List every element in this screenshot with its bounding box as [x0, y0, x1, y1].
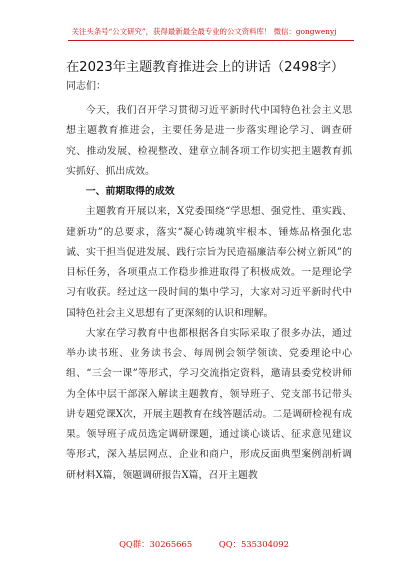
section-heading: 一、前期取得的成效	[85, 186, 175, 197]
document-title: 在2023年主题教育推进会上的讲话（2498字）	[66, 60, 345, 75]
document-body	[66, 101, 352, 486]
footer-qq: QQ：535304092	[218, 539, 289, 549]
header-divider	[68, 40, 354, 41]
salutation: 同志们：	[66, 81, 106, 92]
body-paragraph-1: 主题教育开展以来，X党委围绕“学思想、强党性、重实践、建新功”的总要求，落实“凝心铸魂筑牢根本、锤炼品格强化忠诚、实干担当促进发展、践行宗旨为民造福廉洁奉公树立新风”的目标任务，各项重点工作稳步推进取得了积极成效。一是理论学习有收获。经过这一段时间的集中学习，大家对习近平新时代中国特色社会主义思想有了更深刻的认识和理解。	[66, 206, 352, 319]
intro-paragraph: 今天，我们召开学习贯彻习近平新时代中国特色社会主义思想主题教育推进会，主要任务是进一步落实理论学习、调查研究、推动发展、检视整改、建章立制各项工作切实把主题教育抓实抓好、抓出成效。	[66, 105, 352, 177]
top-banner: 关注头条号“公文研究”，获得最新最全最专业的公文资料库！ 微信：gongwenyj	[71, 27, 337, 36]
body-paragraph-2: 大家在学习教育中也都根据各自实际采取了很多办法，通过举办读书班、业务读书会、每周例会领学领读、党委理论中心组、“三会一课”等形式，学习交流指定资料，邀请县委党校讲师为全体中层干部深入解读主题教育，领导班子、党支部书记带头讲专题党课X次，开展主题教育在线答题活动。二是调研检视有成果。领导班子成员选定调研课题，通过谈心谈话、征求意见建议等形式，深入基层网点、企业和商户，形成反面典型案例剖析调研材料X篇，领题调研报告X篇，召开主题教	[66, 327, 352, 481]
footer-contact	[0, 538, 408, 550]
footer-qq-group: QQ群：30265665	[119, 539, 193, 549]
